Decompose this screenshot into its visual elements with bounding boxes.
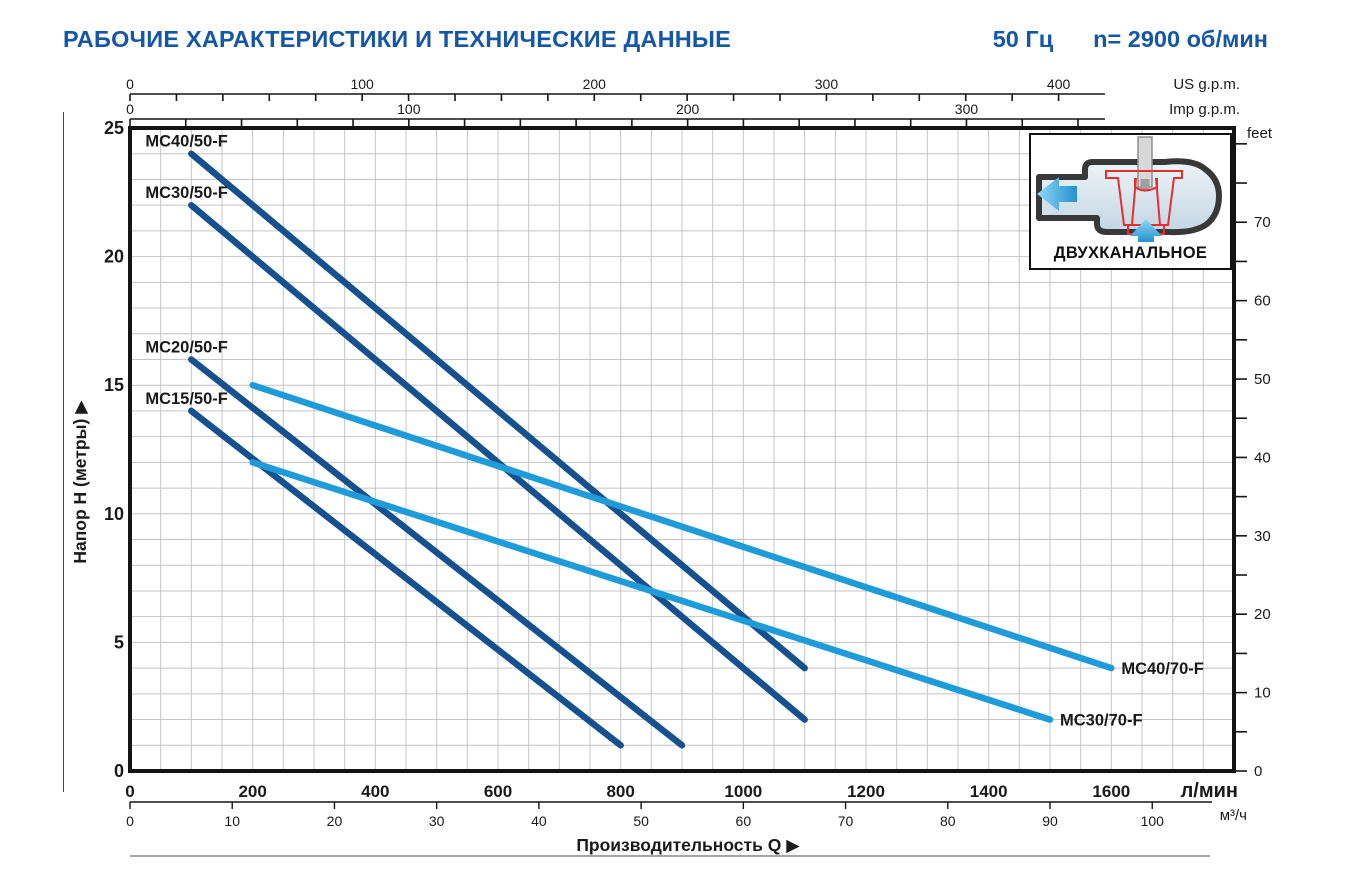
tick-label-metres: 15 (103, 375, 124, 396)
tick-label-m3h: 90 (1042, 813, 1058, 829)
curve-label-MC40/50-F: MC40/50-F (145, 132, 228, 151)
impeller-type-label: ДВУХКАНАЛЬНОЕ (1053, 244, 1208, 262)
tick-label-imp-gpm: 200 (675, 101, 700, 117)
tick-label-feet: 0 (1254, 763, 1263, 780)
tick-label-m3h: 50 (633, 813, 649, 829)
tick-label-feet: 50 (1254, 371, 1271, 389)
tick-label-lpm: 1200 (847, 782, 885, 801)
tick-label-feet: 60 (1254, 292, 1271, 310)
axis-unit-feet: feet (1247, 125, 1273, 142)
curve-label-MC40/70-F: MC40/70-F (1121, 660, 1204, 679)
tick-label-metres: 0 (113, 761, 124, 781)
curve-label-MC30/70-F: MC30/70-F (1060, 711, 1143, 730)
impeller-inset (1029, 133, 1232, 270)
axis-unit-lpm: л/мин (1180, 780, 1238, 802)
axis-unit-imp-gpm: Imp g.p.m. (1169, 101, 1240, 118)
tick-label-lpm: 800 (606, 782, 635, 801)
tick-label-imp-gpm: 0 (126, 101, 134, 117)
tick-label-m3h: 0 (126, 813, 134, 829)
tick-label-metres: 25 (103, 118, 124, 138)
tick-label-lpm: 1600 (1092, 782, 1131, 801)
tick-label-metres: 20 (103, 246, 124, 267)
curve-label-MC15/50-F: MC15/50-F (145, 389, 228, 408)
tick-label-metres: 10 (103, 503, 124, 524)
speed-label: n= 2900 об/мин (1093, 26, 1268, 52)
tick-label-m3h: 40 (531, 813, 547, 829)
tick-label-lpm: 400 (361, 782, 390, 801)
tick-label-us-gpm: 300 (814, 76, 839, 92)
tick-label-m3h: 30 (428, 813, 445, 829)
curve-label-MC30/50-F: MC30/50-F (145, 184, 228, 203)
y-axis-title: Напор H (метры) ▶ (70, 400, 90, 564)
curve-label-MC20/50-F: MC20/50-F (145, 338, 228, 357)
axis-unit-m3h: м³/ч (1219, 807, 1247, 824)
tick-label-metres: 5 (113, 632, 124, 653)
tick-label-imp-gpm: 300 (954, 101, 979, 117)
tick-label-lpm: 600 (483, 782, 513, 801)
tick-label-imp-gpm: 100 (397, 101, 421, 117)
tick-label-lpm: 1400 (969, 782, 1008, 801)
tick-label-us-gpm: 100 (350, 76, 374, 92)
tick-label-feet: 70 (1254, 214, 1271, 232)
axis-unit-us-gpm: US g.p.m. (1173, 76, 1240, 93)
tick-label-feet: 20 (1254, 606, 1271, 624)
x-axis-title: Производительность Q ▶ (576, 835, 800, 855)
tick-label-us-gpm: 200 (582, 76, 606, 92)
tick-label-feet: 10 (1254, 684, 1271, 702)
page-title: РАБОЧИЕ ХАРАКТЕРИСТИКИ И ТЕХНИЧЕСКИЕ ДАННЫЕ (63, 26, 732, 52)
tick-label-feet: 40 (1254, 449, 1271, 467)
frequency-label: 50 Гц (992, 26, 1054, 52)
tick-label-m3h: 70 (837, 813, 854, 829)
impeller-diagram (1031, 135, 1228, 242)
tick-label-lpm: 200 (238, 782, 267, 801)
tick-label-feet: 30 (1254, 527, 1271, 545)
tick-label-us-gpm: 0 (126, 76, 134, 92)
tick-label-m3h: 100 (1140, 813, 1164, 829)
tick-label-m3h: 80 (940, 813, 956, 829)
tick-label-m3h: 60 (735, 813, 752, 829)
tick-label-m3h: 20 (326, 813, 343, 829)
tick-label-us-gpm: 400 (1046, 76, 1071, 92)
tick-label-lpm: 0 (125, 782, 135, 801)
tick-label-lpm: 1000 (724, 782, 763, 801)
tick-label-m3h: 10 (224, 813, 241, 829)
